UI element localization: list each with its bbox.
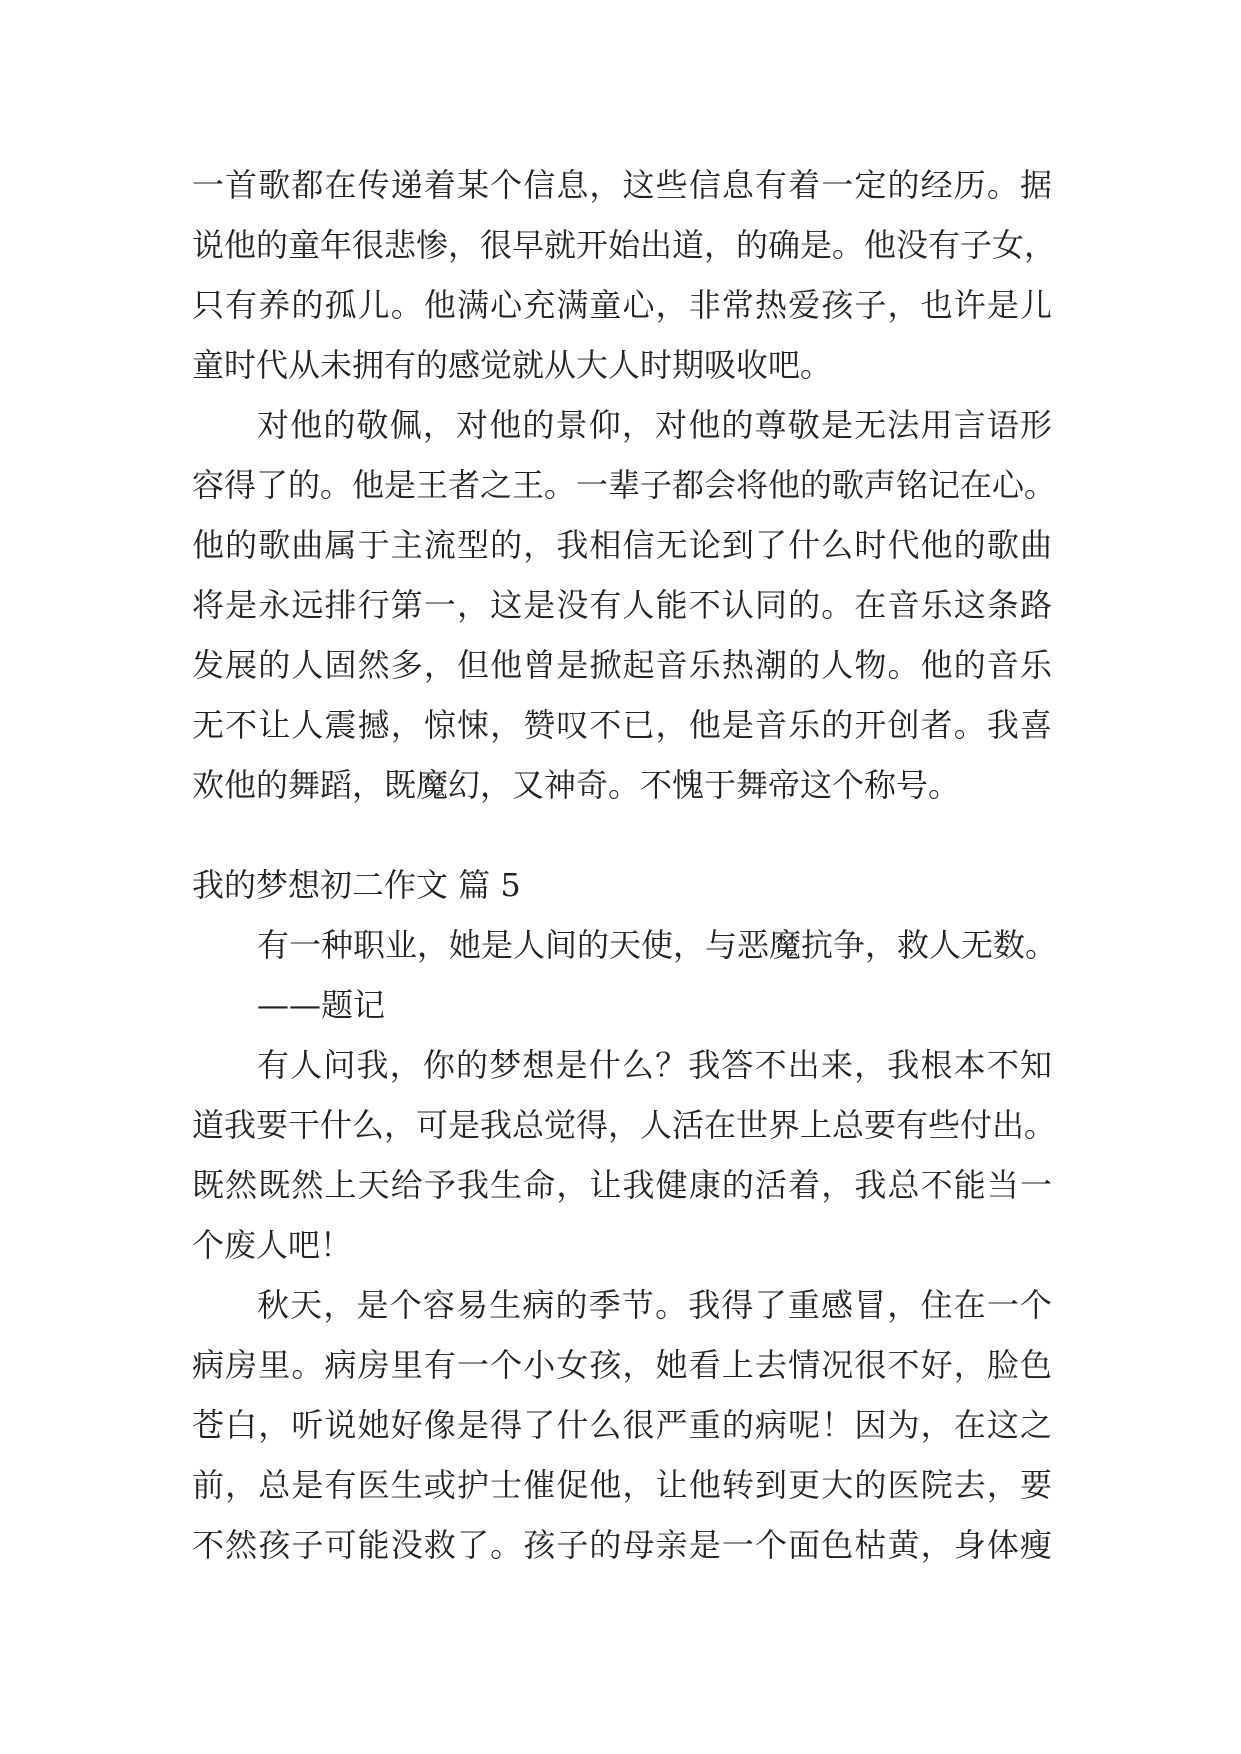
text-line: 有人问我，你的梦想是什么？我答不出来，我根本不知 (257, 1046, 1052, 1084)
text-line: 童时代从未拥有的感觉就从大人时期吸收吧。 (192, 346, 833, 384)
text-line: 不然孩子可能没救了。孩子的母亲是一个面色枯黄，身体瘦 (192, 1526, 1052, 1564)
text-line: 对他的敬佩，对他的景仰，对他的尊敬是无法用言语形 (257, 406, 1052, 444)
text-line: 秋天，是个容易生病的季节。我得了重感冒，住在一个 (257, 1286, 1052, 1324)
text-line: 既然既然上天给予我生命，让我健康的活着，我总不能当一 (192, 1166, 1052, 1204)
text-line: 一首歌都在传递着某个信息，这些信息有着一定的经历。据 (192, 166, 1052, 204)
text-line: 前，总是有医生或护士催促他，让他转到更大的医院去，要 (192, 1466, 1052, 1504)
text-line: 无不让人震撼，惊悚，赞叹不已，他是音乐的开创者。我喜 (192, 706, 1052, 744)
epigraph-text: 有一种职业，她是人间的天使，与恶魔抗争，救人无数。 (257, 926, 1058, 964)
text-line: 容得了的。他是王者之王。一辈子都会将他的歌声铭记在心。 (192, 466, 1057, 504)
text-line: 发展的人固然多，但他曾是掀起音乐热潮的人物。他的音乐 (192, 646, 1052, 684)
text-line: 他的歌曲属于主流型的，我相信无论到了什么时代他的歌曲 (192, 526, 1052, 564)
text-line: 只有养的孤儿。他满心充满童心，非常热爱孩子，也许是儿 (192, 286, 1052, 324)
text-line: 欢他的舞蹈，既魔幻，又神奇。不愧于舞帝这个称号。 (192, 766, 961, 804)
text-line: 道我要干什么，可是我总觉得，人活在世界上总要有些付出。 (192, 1106, 1057, 1144)
section-heading: 我的梦想初二作文 篇 5 (192, 866, 521, 904)
text-line: 说他的童年很悲惨，很早就开始出道，的确是。他没有子女， (192, 226, 1057, 264)
text-line: 将是永远排行第一，这是没有人能不认同的。在音乐这条路 (192, 586, 1052, 624)
text-line: 苍白，听说她好像是得了什么很严重的病呢！因为，在这之 (192, 1406, 1052, 1444)
epigraph-attribution: ——题记 (257, 986, 386, 1024)
text-line: 病房里。病房里有一个小女孩，她看上去情况很不好，脸色 (192, 1346, 1052, 1384)
text-line: 个废人吧！ (192, 1226, 353, 1264)
